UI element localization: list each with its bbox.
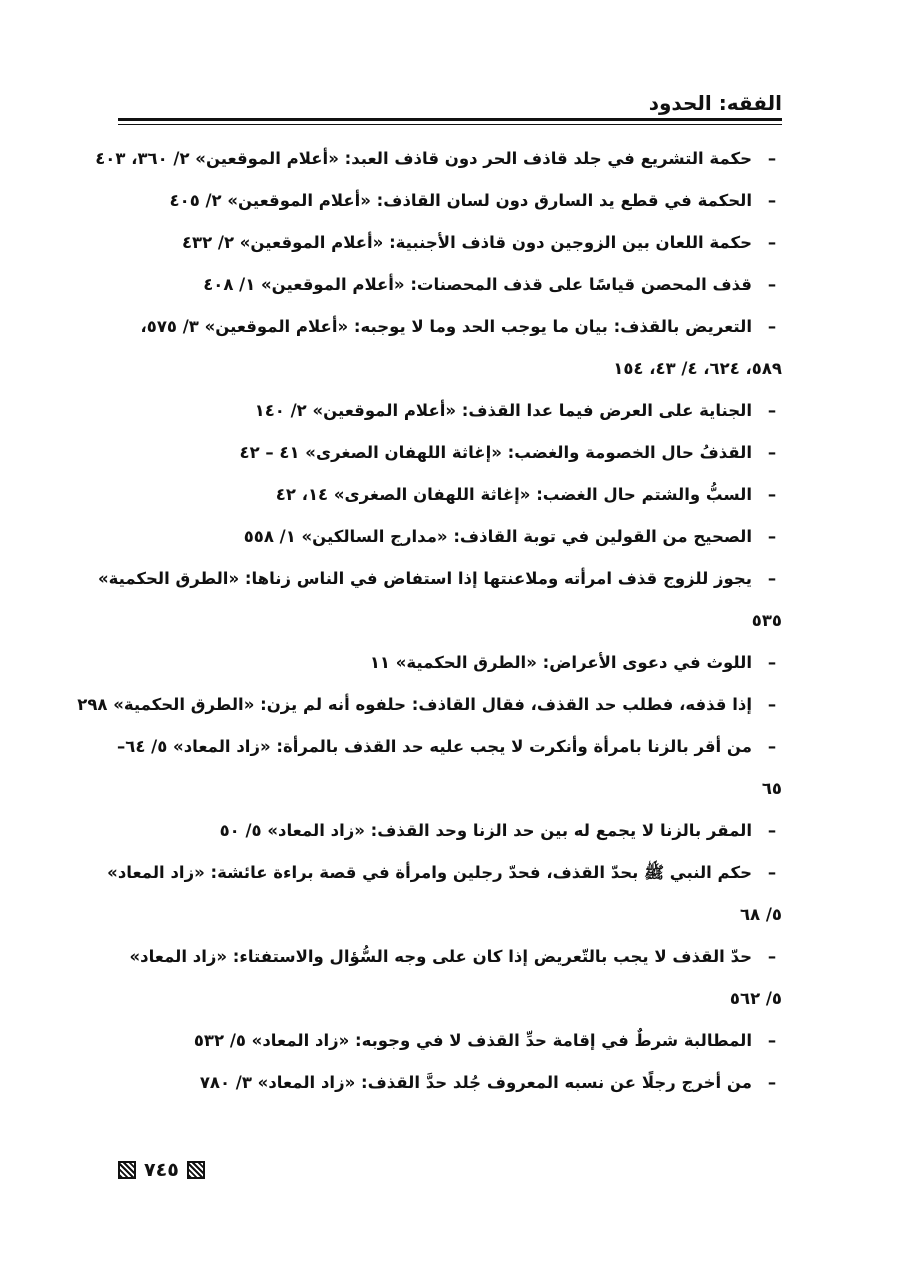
index-entry bbox=[118, 726, 782, 810]
entry-dash: – bbox=[767, 863, 777, 882]
entry-dash: – bbox=[767, 569, 777, 588]
ornament-icon bbox=[187, 1161, 205, 1179]
entry-line: ٥٣٥ bbox=[751, 611, 782, 630]
entry-line: الجناية على العرض فيما عدا القذف: «أعلام الموقعين» ٢/ ١٤٠ bbox=[254, 401, 752, 420]
index-entry bbox=[118, 516, 782, 558]
index-entry bbox=[118, 180, 782, 222]
index-entry bbox=[118, 264, 782, 306]
index-entry bbox=[77, 684, 782, 726]
entry-line: الحكمة في قطع يد السارق دون لسان القاذف: «أعلام الموقعين» ٢/ ٤٠٥ bbox=[169, 191, 752, 210]
entry-line: قذف المحصن قياسًا على قذف المحصنات: «أعلام الموقعين» ١/ ٤٠٨ bbox=[203, 275, 752, 294]
entry-dash: – bbox=[767, 527, 777, 546]
index-entry bbox=[118, 1020, 782, 1062]
entry-dash: – bbox=[767, 149, 777, 168]
running-header bbox=[118, 88, 782, 118]
page-footer bbox=[118, 1156, 205, 1184]
header-rule-thin bbox=[118, 124, 782, 125]
entry-dash: – bbox=[767, 653, 777, 672]
entry-line: الصحيح من القولين في توبة القاذف: «مدارج السالكين» ١/ ٥٥٨ bbox=[243, 527, 752, 546]
entry-line: إذا قذفه، فطلب حد القذف، فقال القاذف: حلفوه أنه لم يزن: «الطرق الحكمية» ٢٩٨ bbox=[77, 695, 752, 714]
page-number: ٧٤٥ bbox=[144, 1159, 179, 1181]
entry-line: من أخرج رجلًا عن نسبه المعروف جُلد حدَّ القذف: «زاد المعاد» ٣/ ٧٨٠ bbox=[199, 1073, 752, 1092]
entry-line: يجوز للزوج قذف امرأته وملاعنتها إذا استفاض في الناس زناها: «الطرق الحكمية» bbox=[97, 569, 752, 588]
entry-line: ٦٥ bbox=[761, 779, 782, 798]
entry-line: التعريض بالقذف: بيان ما يوجب الحد وما لا يوجبه: «أعلام الموقعين» ٣/ ٥٧٥، bbox=[140, 317, 752, 336]
entry-dash: – bbox=[767, 821, 777, 840]
entry-line: السبُّ والشتم حال الغضب: «إغاثة اللهفان الصغرى» ١٤، ٤٢ bbox=[275, 485, 752, 504]
index-entry bbox=[118, 222, 782, 264]
entry-line: المطالبة شرطٌ في إقامة حدِّ القذف لا في وجوبه: «زاد المعاد» ٥/ ٥٣٢ bbox=[193, 1031, 752, 1050]
entry-line: القذفُ حال الخصومة والغضب: «إغاثة اللهفان الصغرى» ٤١ – ٤٢ bbox=[239, 443, 752, 462]
entry-line: ٥٨٩، ٦٢٤، ٤/ ٤٣، ١٥٤ bbox=[613, 359, 782, 378]
entry-dash: – bbox=[767, 947, 777, 966]
entry-line: حكم النبي ﷺ بحدّ القذف، فحدّ رجلين وامرأة في قصة براءة عائشة: «زاد المعاد» bbox=[107, 863, 752, 882]
entry-line: ٥/ ٥٦٢ bbox=[729, 989, 782, 1008]
entry-line: حكمة التشريع في جلد قاذف الحر دون قاذف العبد: «أعلام الموقعين» ٢/ ٣٦٠، ٤٠٣ bbox=[95, 149, 752, 168]
index-entry bbox=[97, 558, 782, 642]
header-title: الفقه: الحدود bbox=[648, 91, 782, 115]
entry-line: حكمة اللعان بين الزوجين دون قاذف الأجنبية: «أعلام الموقعين» ٢/ ٤٣٢ bbox=[181, 233, 752, 252]
entry-list bbox=[77, 138, 782, 1104]
entry-dash: – bbox=[767, 485, 777, 504]
entry-dash: – bbox=[767, 695, 777, 714]
header-rule-thick bbox=[118, 118, 782, 121]
entry-line: المقر بالزنا لا يجمع له بين حد الزنا وحد القذف: «زاد المعاد» ٥/ ٥٠ bbox=[219, 821, 752, 840]
entry-dash: – bbox=[767, 443, 777, 462]
index-entry bbox=[118, 390, 782, 432]
ornament-icon bbox=[118, 1161, 136, 1179]
index-entry bbox=[118, 642, 782, 684]
index-entry bbox=[118, 1062, 782, 1104]
entry-dash: – bbox=[767, 275, 777, 294]
entry-dash: – bbox=[767, 317, 777, 336]
entry-line: ٥/ ٦٨ bbox=[739, 905, 782, 924]
index-entry bbox=[118, 474, 782, 516]
entry-dash: – bbox=[767, 1031, 777, 1050]
index-entry bbox=[118, 810, 782, 852]
index-entry bbox=[107, 852, 782, 936]
entry-dash: – bbox=[767, 1073, 777, 1092]
index-entry bbox=[118, 306, 782, 390]
index-entry bbox=[118, 432, 782, 474]
index-entry bbox=[118, 936, 782, 1020]
index-entry bbox=[95, 138, 782, 180]
entry-line: من أقر بالزنا بامرأة وأنكرت لا يجب عليه حد القذف بالمرأة: «زاد المعاد» ٥/ ٦٤– bbox=[117, 737, 752, 756]
entry-dash: – bbox=[767, 737, 777, 756]
entry-line: حدّ القذف لا يجب بالتّعريض إذا كان على وجه السُّؤال والاستفتاء: «زاد المعاد» bbox=[129, 947, 752, 966]
entry-line: اللوث في دعوى الأعراض: «الطرق الحكمية» ١١ bbox=[369, 653, 752, 672]
entry-dash: – bbox=[767, 233, 777, 252]
entry-dash: – bbox=[767, 401, 777, 420]
entry-dash: – bbox=[767, 191, 777, 210]
